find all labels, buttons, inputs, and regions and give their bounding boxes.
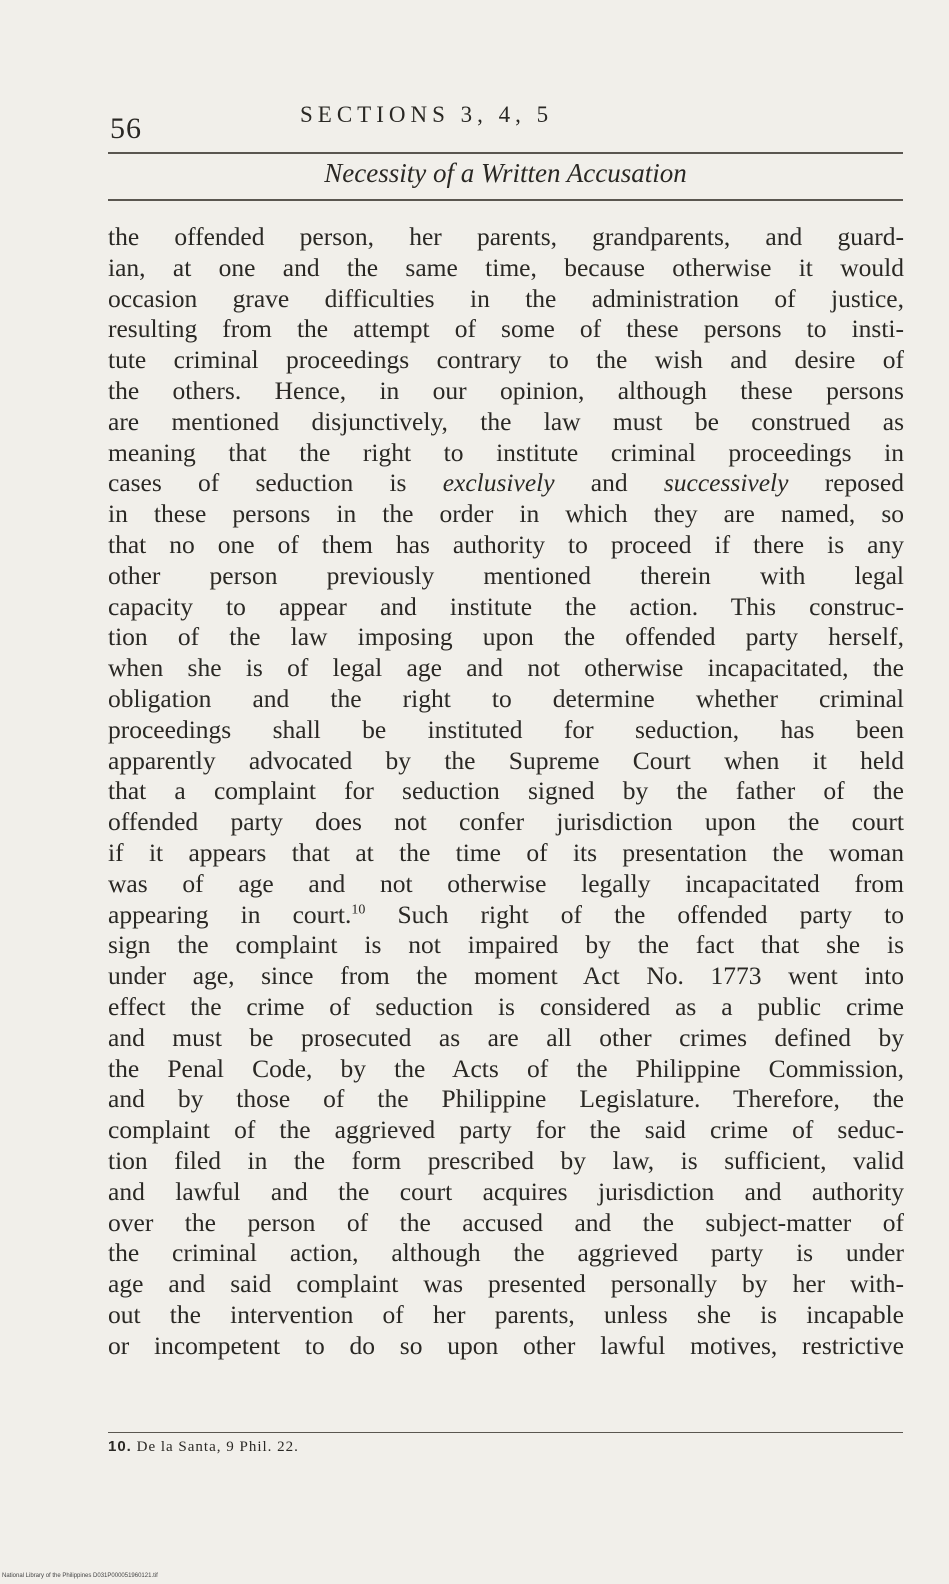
footnote-number: 10. [108,1438,132,1455]
text-line: resulting from the attempt of some of these persons to insti- [108,314,904,344]
text-line: meaning that the right to institute criminal proceedings in [108,437,904,467]
text-line: effect the crime of seduction is considered as a public crime [108,991,904,1021]
header-rule-bottom [108,199,903,201]
text-line: tute criminal proceedings contrary to the wish and desire of [108,345,904,375]
text-fragment: and [554,468,664,498]
text-fragment: cases of seduction is [108,468,443,498]
text-line: occasion grave difficulties in the administration of justice, [108,283,904,313]
text-line: or incompetent to do so upon other lawful motives, restrictive [108,1330,904,1360]
text-line: ian, at one and the same time, because otherwise it would [108,252,904,282]
text-line [108,468,904,499]
text-line: tion filed in the form prescribed by law, is sufficient, valid [108,1145,904,1175]
section-subtitle: Necessity of a Written Accusation [324,158,687,188]
text-line: in these persons in the order in which they are named, so [108,499,904,529]
page-number: 56 [110,112,142,145]
text-line: sign the complaint is not impaired by the fact that she is [108,930,904,960]
text-line: and must be prosecuted as are all other crimes defined by [108,1022,904,1052]
text-line: tion of the law imposing upon the offended party herself, [108,622,904,652]
text-line: and lawful and the court acquires jurisdiction and authority [108,1176,904,1206]
emphasis-successively: successively [663,468,789,498]
text-line: the Penal Code, by the Acts of the Philippine Commission, [108,1053,904,1083]
text-line: when she is of legal age and not otherwise incapacitated, the [108,653,904,683]
text-line: complaint of the aggrieved party for the said crime of seduc- [108,1115,904,1145]
text-line: that no one of them has authority to proceed if there is any [108,529,904,559]
text-line: and by those of the Philippine Legislature. Therefore, the [108,1084,904,1114]
text-line: if it appears that at the time of its presentation the woman [108,837,904,867]
footnote-rule [108,1432,903,1433]
text-line: obligation and the right to determine whether criminal [108,683,904,713]
text-fragment: Such right of the offended party to [365,899,904,929]
emphasis-exclusively: exclusively [442,468,555,498]
text-line: that a complaint for seduction signed by the father of the [108,776,904,806]
text-line: are mentioned disjunctively, the law must be construed as [108,406,904,436]
footnote [108,1438,299,1456]
text-line: proceedings shall be instituted for seduction, has been [108,714,904,744]
text-line: capacity to appear and institute the action. This construc- [108,591,904,621]
body-text [108,222,904,1361]
text-line: under age, since from the moment Act No. 1773 went into [108,961,904,991]
scan-credit: National Library of the Philippines D031P000051960121.tif [2,1573,158,1579]
footnote-reference: 10 [351,902,366,918]
text-fragment: appearing in court. [108,899,352,929]
text-fragment: reposed [788,468,905,498]
text-line: the criminal action, although the aggrieved party is under [108,1238,904,1268]
text-line: was of age and not otherwise legally incapacitated from [108,868,904,898]
running-head: SECTIONS 3, 4, 5 [300,102,554,127]
text-line: over the person of the accused and the subject-matter of [108,1207,904,1237]
text-line: age and said complaint was presented personally by her with- [108,1269,904,1299]
text-line: other person previously mentioned therein with legal [108,560,904,590]
text-line [108,900,904,931]
text-line: offended party does not confer jurisdiction upon the court [108,807,904,837]
text-line: the others. Hence, in our opinion, although these persons [108,375,904,405]
text-line: the offended person, her parents, grandparents, and guard- [108,222,904,251]
footnote-text: De la Santa, 9 Phil. 22. [131,1439,299,1455]
text-line: out the intervention of her parents, unless she is incapable [108,1299,904,1329]
text-line: apparently advocated by the Supreme Court when it held [108,745,904,775]
